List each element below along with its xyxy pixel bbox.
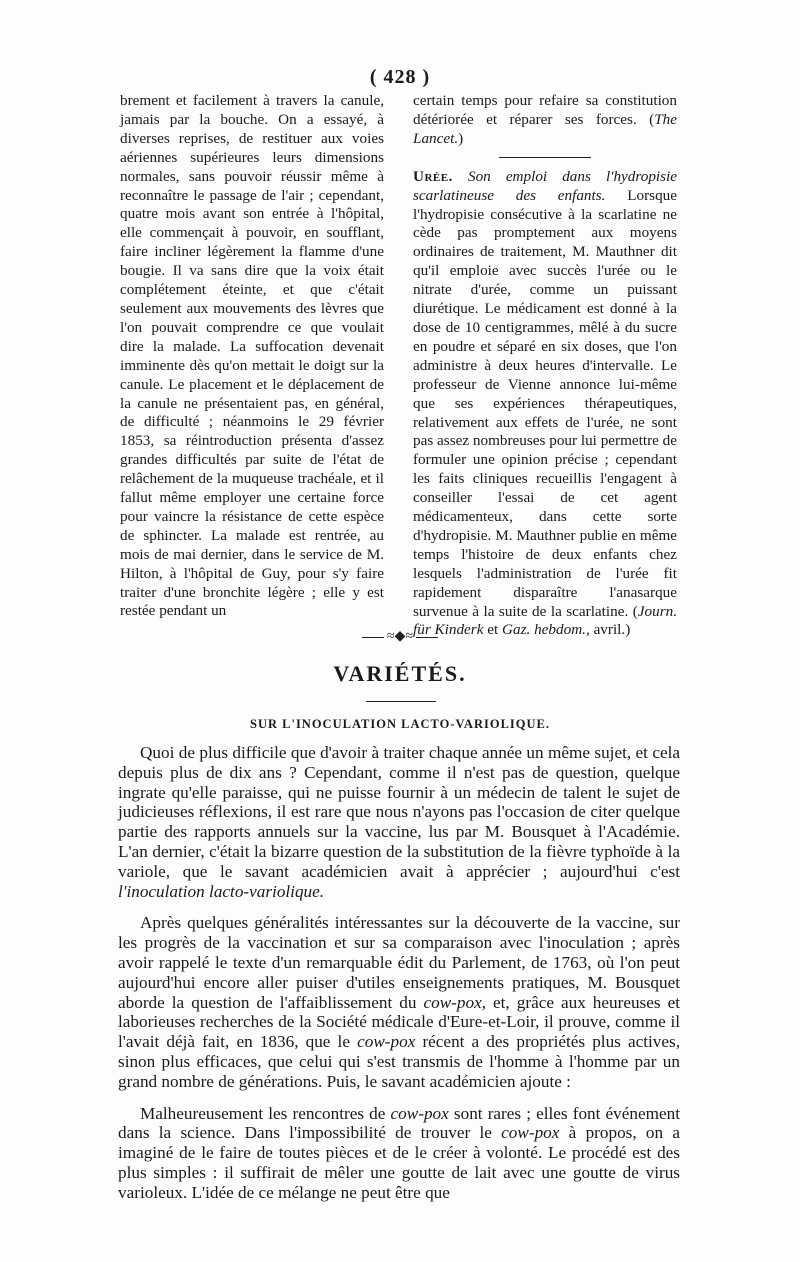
article-source-mid: et bbox=[483, 621, 503, 639]
p3-text-a: Malheureusement les rencontres de bbox=[140, 1103, 391, 1123]
right-column bbox=[413, 92, 677, 640]
p2-text-b: , et, grâce aux heureuses et laborieuses recherches de la Société médicale d'Eure-et-Loir, il prouve, comme il l'avait déjà fait, en 1836, que le bbox=[118, 992, 680, 1052]
continuation-end: ) bbox=[458, 129, 464, 147]
column-divider-rule bbox=[499, 157, 591, 158]
left-column bbox=[120, 92, 384, 621]
uree-article bbox=[413, 168, 677, 641]
article-paragraph-2 bbox=[118, 913, 680, 1091]
ornament-glyph: ≈◆≈ bbox=[386, 629, 414, 644]
continuation-paragraph bbox=[413, 92, 677, 149]
article-source-2: Gaz. hebdom. bbox=[502, 621, 586, 639]
main-article bbox=[118, 743, 680, 1215]
ornament-line-right bbox=[416, 637, 438, 638]
article-source-end: , avril.) bbox=[585, 621, 631, 639]
article-subtitle: Son emploi dans l'hydropisie scarlatineuse des enfants. bbox=[413, 167, 677, 204]
p3-text-c: à propos, on a imaginé de le faire de toutes pièces et de le créer à volonté. Le procédé est des plus simples : il suffirait de mêler une goutte de lait avec une goutte de virus varioleux. L'idée de ce mélange ne peut être que bbox=[118, 1123, 680, 1202]
section-title: VARIÉTÉS. bbox=[333, 661, 467, 686]
continuation-text: certain temps pour refaire sa constitution détériorée et réparer ses forces. ( bbox=[413, 92, 677, 128]
article-paragraph-3 bbox=[118, 1104, 680, 1203]
p2-italic-2: cow-pox bbox=[357, 1032, 416, 1052]
article-source: Journ. für Kinderk bbox=[413, 602, 677, 639]
ornament-line-left bbox=[362, 637, 384, 638]
continuation-source: The Lancet. bbox=[413, 110, 677, 147]
ornament-divider bbox=[0, 628, 800, 646]
p2-text-a: Après quelques généralités intéressantes sur la découverte de la vaccine, sur les progrès de la vaccination et sur sa comparaison avec l'inoculation ; après avoir rappelé le texte d'un remarquable édit du Parlement, de 1763, où l'on peut aujourd'hui encore aller puiser d'utiles enseignements pratiques, M. Bousquet aborde la question de l'affaiblissement du bbox=[118, 913, 680, 1012]
section-rule bbox=[366, 701, 436, 702]
p3-italic-1: cow-pox bbox=[390, 1103, 449, 1123]
left-column-text: brement et facilement à travers la canule, jamais par la bouche. On a essayé, à diverses reprises, de restituer aux voies aériennes supérieures leurs dimensions normales, sans pouvoir réussir même à reconnaître le passage de l'air ; cependant, quatre mois avant son entrée à l'hôpital, elle commençait à pouvoir, en soufflant, faire incliner légèrement la flamme d'une bougie. Il va sans dire que la voix était complétement éteinte, et que c'était seulement aux mouvements des lèvres que l'on pouvait comprendre ce que voulait dire la malade. La suffocation devenait imminente dès qu'on mettait le doigt sur la canule. Le placement et le déplacement de la canule ne présentaient pas, en général, de difficulté ; néanmoins le 29 février 1853, sa réintroduction présenta d'assez grandes difficultés par suite de l'état de relâchement de la muqueuse trachéale, et il fallut même employer une certaine force pour vaincre la résistance de cette espèce de sphincter. La malade est rentrée, au mois de mai dernier, dans le service de M. Hilton, à l'hôpital de Guy, pour s'y faire traiter d'une bronchite légère ; elle y est restée pendant un bbox=[120, 92, 384, 620]
article-lead: Urée. bbox=[413, 167, 453, 185]
p3-italic-2: cow-pox bbox=[501, 1123, 560, 1143]
article-paragraph-1 bbox=[118, 743, 680, 901]
article-body: Lorsque l'hydropisie consécutive à la scarlatine ne cède pas promptement aux moyens ordinaires de traitement, M. Mauthner dit qu'il emploie avec succès l'urée ou le nitrate d'urée, comme un puissant diurétique. Le médicament est donné à la dose de 10 centigrammes, mêlé à du sucre en poudre et séparé en six doses, que l'on administre à deux heures d'intervalle. Le professeur de Vienne annonce lui-même que ses expériences thérapeutiques, relativement aux effets de l'urée, ne sont pas assez nombreuses pour lui permettre de formuler une opinion précise ; cependant les faits cliniques recueillis l'engagent à conseiller l'essai de cet agent médicamenteux, dans cette sorte d'hydropisie. M. Mauthner publie en même temps l'histoire de deux enfants chez lesquels l'administration de l'urée fit rapidement disparaître l'anasarque survenue à la suite de la scarlatine. ( bbox=[413, 186, 678, 620]
p1-italic: l'inoculation lacto-variolique. bbox=[118, 881, 325, 901]
p3-text-b: sont rares ; elles font événement dans la science. Dans l'impossibilité de trouver le bbox=[118, 1103, 680, 1143]
p2-italic-1: cow-pox bbox=[423, 992, 482, 1012]
article-title: SUR L'INOCULATION LACTO-VARIOLIQUE. bbox=[250, 717, 550, 731]
p1-text: Quoi de plus difficile que d'avoir à traiter chaque année un même sujet, et cela depuis plus de dix ans ? Cependant, comme il n'est pas de question, quelque ingrate qu'elle paraisse, qui ne puisse fournir à un médecin de talent le sujet de judicieuses réflexions, il est rare que nous n'ayons pas l'occasion de citer quelque partie des rapports annuels sur la vaccine, lus par M. Bousquet à l'Académie. L'an dernier, c'était la bizarre question de la substitution de la fièvre typhoïde à la variole, que le savant académicien avait à apprécier ; aujourd'hui c'est bbox=[118, 743, 680, 881]
page-number: ( 428 ) bbox=[369, 66, 431, 88]
p2-text-c: récent a des propriétés plus actives, sinon plus efficaces, que celui qui s'est transmis de l'homme à l'homme par un grand nombre de générations. Puis, le savant académicien ajoute : bbox=[118, 1032, 680, 1091]
